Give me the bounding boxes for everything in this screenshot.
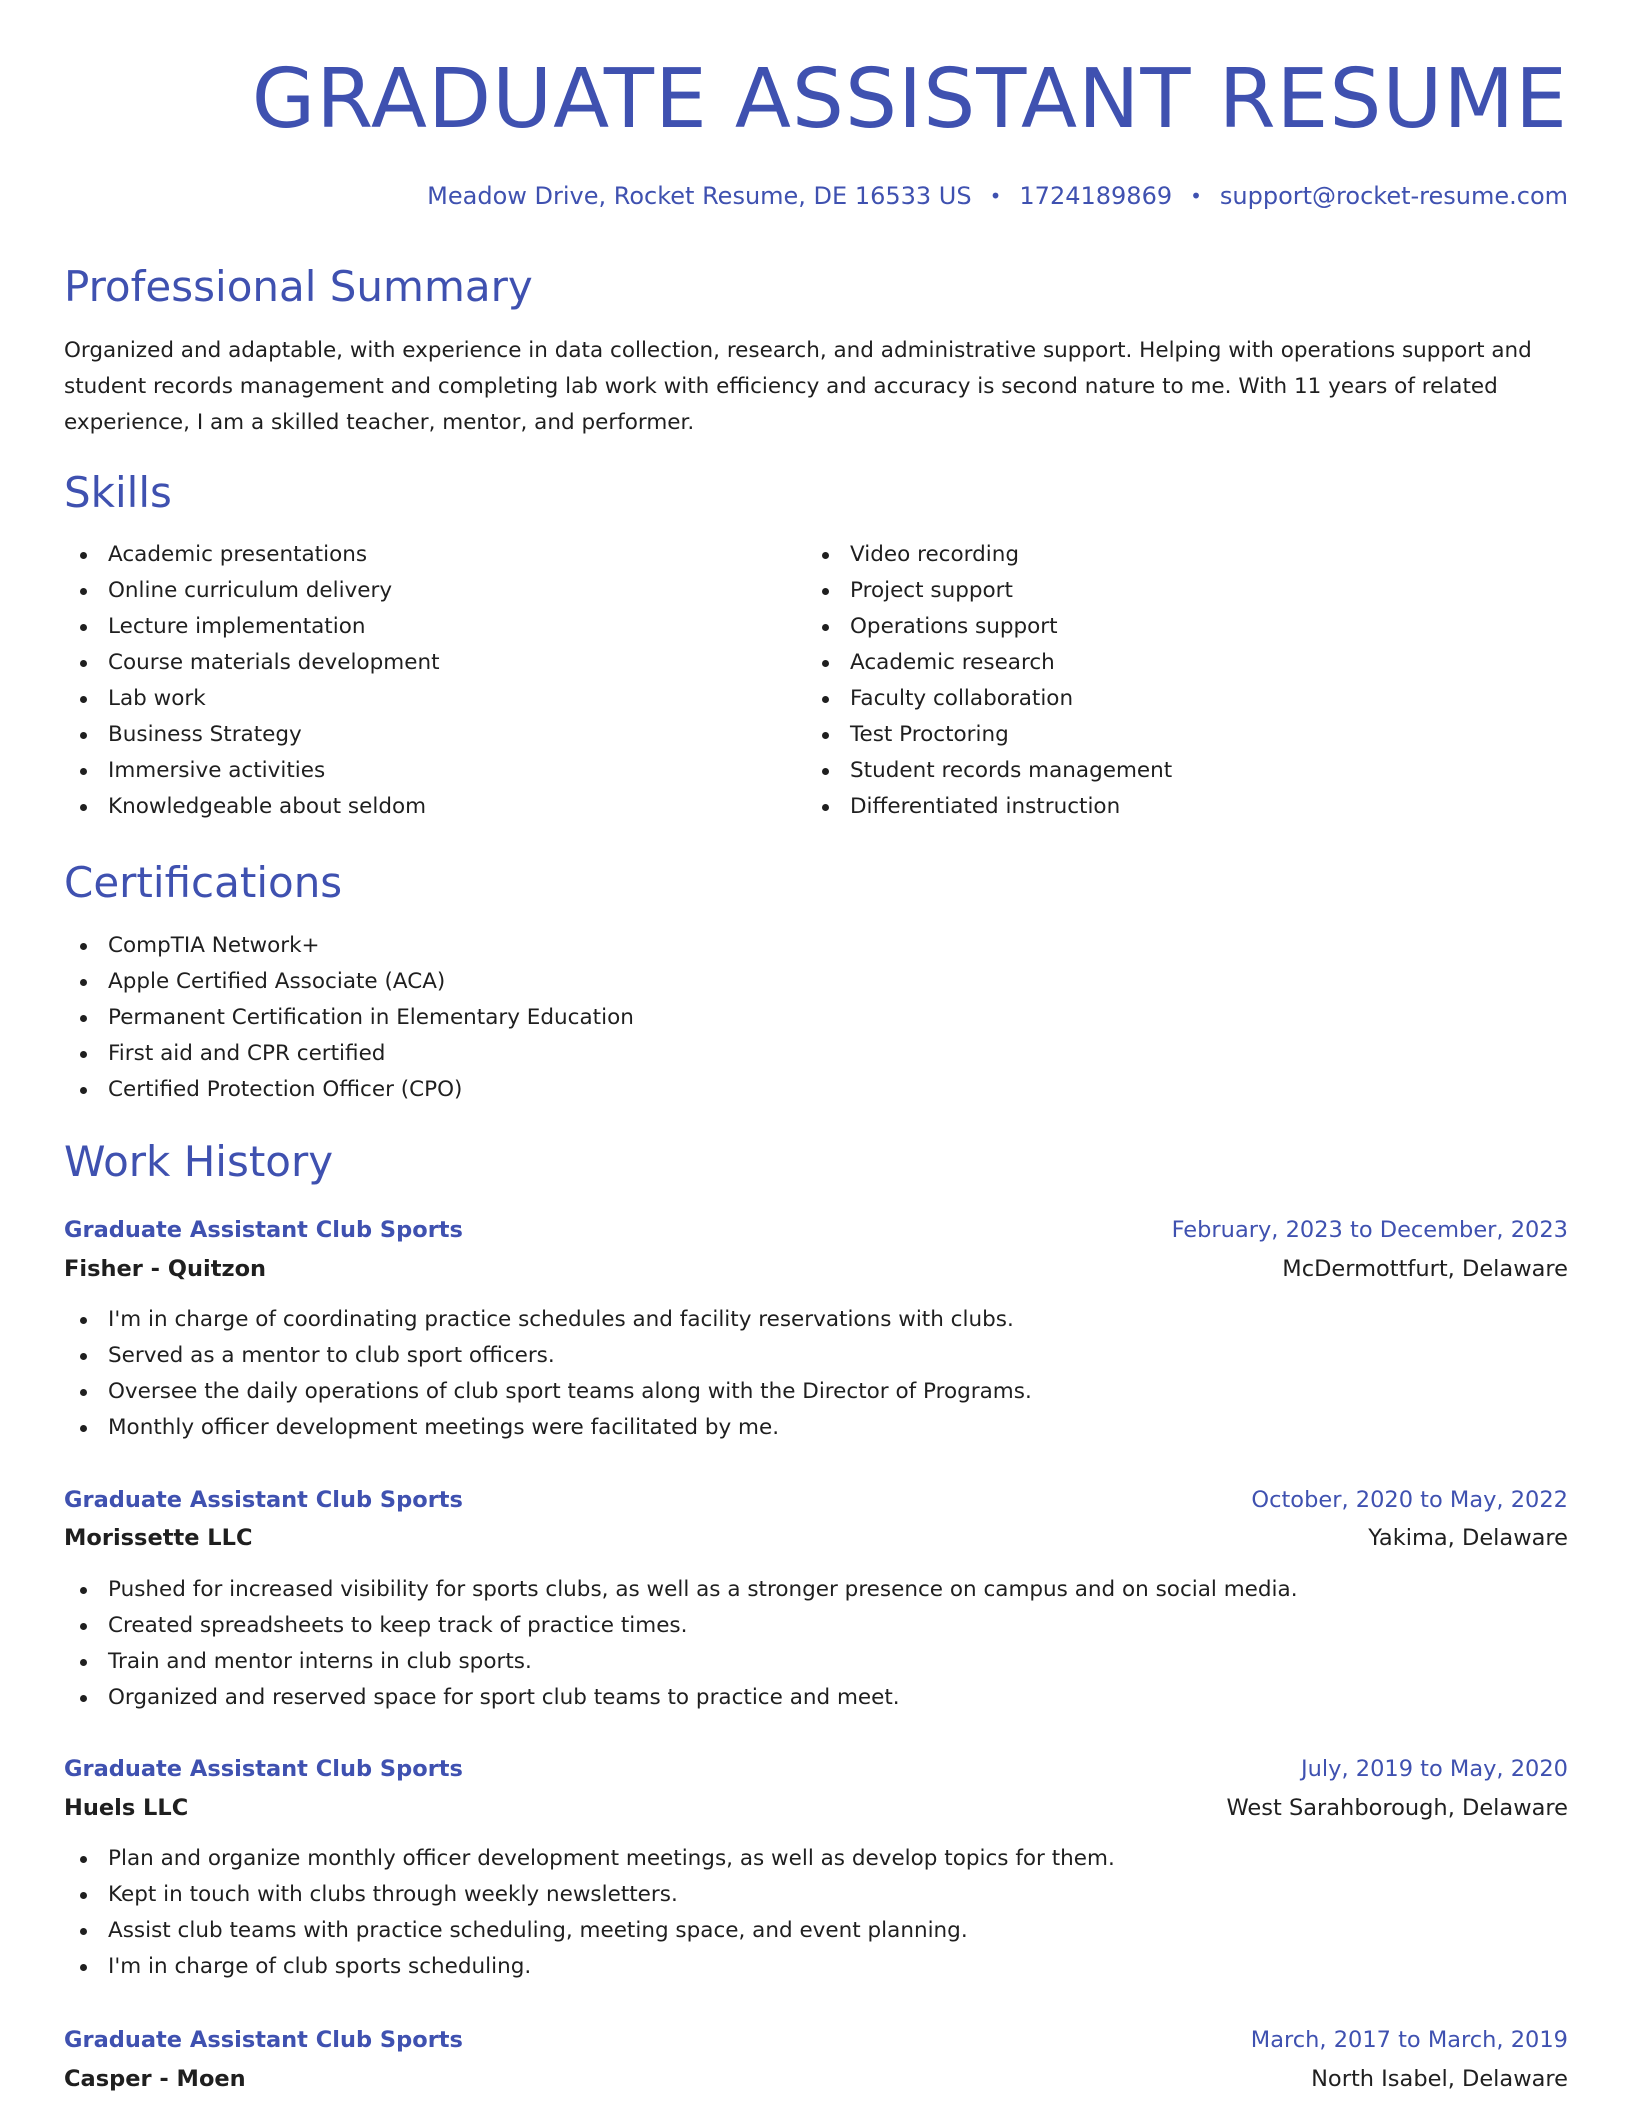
bullet-icon (80, 1892, 87, 1899)
bullet-icon (80, 624, 87, 631)
skill-item: Video recording (806, 537, 1506, 573)
bullet-icon (80, 768, 87, 775)
bullet-icon (80, 1928, 87, 1935)
job-dates: July, 2019 to May, 2020 (1300, 1756, 1568, 1782)
bullet-icon (80, 660, 87, 667)
job-dates: March, 2017 to March, 2019 (1250, 2027, 1568, 2053)
bullet-icon (822, 552, 829, 559)
bullet-icon (822, 768, 829, 775)
contact-line (427, 180, 1568, 212)
certification-item: Certified Protection Officer (CPO) (64, 1072, 1064, 1108)
job-company: Huels LLC (64, 1795, 189, 1821)
bullet-icon (80, 732, 87, 739)
skills-list-left (64, 537, 764, 825)
bullet-icon (80, 1587, 87, 1594)
bullet-icon (80, 1659, 87, 1666)
job-bullet: Pushed for increased visibility for sports clubs, as well as a stronger presence on campus and on social media. (64, 1572, 1564, 1608)
skill-item: Business Strategy (64, 717, 764, 753)
certifications-list (64, 928, 1064, 1108)
skill-item: Knowledgeable about seldom (64, 789, 764, 825)
job-bullet: I'm in charge of club sports scheduling. (64, 1949, 1564, 1985)
skill-item: Immersive activities (64, 753, 764, 789)
bullet-icon (822, 588, 829, 595)
skill-item: Lecture implementation (64, 609, 764, 645)
job-bullet: Train and mentor interns in club sports. (64, 1644, 1564, 1680)
bullet-icon (80, 1623, 87, 1630)
job-bullet: Plan and organize monthly officer development meetings, as well as develop topics for them. (64, 1841, 1564, 1877)
job-bullet: Organized and reserved space for sport club teams to practice and meet. (64, 1680, 1564, 1716)
skill-item: Online curriculum delivery (64, 573, 764, 609)
job-company: Casper - Moen (64, 2066, 246, 2092)
bullet-icon (822, 732, 829, 739)
contact-separator: • (989, 184, 1002, 208)
skill-item: Lab work (64, 681, 764, 717)
job-title: Graduate Assistant Club Sports (64, 1217, 463, 1243)
skills-list-right (806, 537, 1506, 825)
job-location: North Isabel, Delaware (1311, 2066, 1568, 2092)
skill-item: Course materials development (64, 645, 764, 681)
job-bullets (64, 1302, 1564, 1446)
bullet-icon (80, 1015, 87, 1022)
skill-item: Test Proctoring (806, 717, 1506, 753)
job-bullet: Served as a mentor to club sport officers. (64, 1338, 1564, 1374)
bullet-icon (822, 696, 829, 703)
work-history-heading: Work History (64, 1137, 334, 1186)
job-location: McDermottfurt, Delaware (1282, 1256, 1568, 1282)
resume-title: GRADUATE ASSISTANT RESUME (251, 52, 1568, 147)
bullet-icon (80, 1964, 87, 1971)
skill-item: Operations support (806, 609, 1506, 645)
job-bullets (64, 1841, 1564, 1985)
bullet-icon (80, 1856, 87, 1863)
skill-item: Differentiated instruction (806, 789, 1506, 825)
certification-item: First aid and CPR certified (64, 1036, 1064, 1072)
bullet-icon (80, 1051, 87, 1058)
skill-item: Student records management (806, 753, 1506, 789)
bullet-icon (822, 624, 829, 631)
job-bullet: Monthly officer development meetings were facilitated by me. (64, 1410, 1564, 1446)
bullet-icon (80, 1389, 87, 1396)
job-dates: February, 2023 to December, 2023 (1171, 1217, 1568, 1243)
job-title: Graduate Assistant Club Sports (64, 1756, 463, 1782)
bullet-icon (822, 804, 829, 811)
bullet-icon (80, 1425, 87, 1432)
skills-heading: Skills (64, 468, 172, 517)
job-company: Morissette LLC (64, 1525, 253, 1551)
skill-item: Faculty collaboration (806, 681, 1506, 717)
bullet-icon (80, 1087, 87, 1094)
certification-item: Apple Certified Associate (ACA) (64, 964, 1064, 1000)
bullet-icon (80, 979, 87, 986)
job-dates: October, 2020 to May, 2022 (1251, 1487, 1568, 1513)
certification-item: CompTIA Network+ (64, 928, 1064, 964)
bullet-icon (80, 1695, 87, 1702)
bullet-icon (80, 804, 87, 811)
contact-address: Meadow Drive, Rocket Resume, DE 16533 US (427, 182, 972, 210)
bullet-icon (80, 943, 87, 950)
summary-heading: Professional Summary (64, 262, 533, 311)
job-bullets (64, 1572, 1564, 1716)
skill-item: Project support (806, 573, 1506, 609)
bullet-icon (822, 660, 829, 667)
job-title: Graduate Assistant Club Sports (64, 2027, 463, 2053)
bullet-icon (80, 552, 87, 559)
job-location: Yakima, Delaware (1368, 1525, 1568, 1551)
certification-item: Permanent Certification in Elementary Education (64, 1000, 1064, 1036)
bullet-icon (80, 696, 87, 703)
job-company: Fisher - Quitzon (64, 1256, 267, 1282)
contact-separator: • (1190, 184, 1202, 208)
bullet-icon (80, 588, 87, 595)
bullet-icon (80, 1353, 87, 1360)
contact-phone: 1724189869 (1019, 182, 1173, 210)
contact-email: support@rocket-resume.com (1219, 182, 1568, 210)
skill-item: Academic presentations (64, 537, 764, 573)
job-bullet: Created spreadsheets to keep track of practice times. (64, 1608, 1564, 1644)
bullet-icon (80, 1317, 87, 1324)
skill-item: Academic research (806, 645, 1506, 681)
job-bullet: Oversee the daily operations of club sport teams along with the Director of Programs. (64, 1374, 1564, 1410)
job-bullet: I'm in charge of coordinating practice schedules and facility reservations with clubs. (64, 1302, 1564, 1338)
job-title: Graduate Assistant Club Sports (64, 1487, 463, 1513)
certifications-heading: Certifications (64, 858, 343, 907)
job-bullet: Assist club teams with practice scheduling, meeting space, and event planning. (64, 1913, 1564, 1949)
job-location: West Sarahborough, Delaware (1226, 1795, 1568, 1821)
summary-text: Organized and adaptable, with experience in data collection, research, and administrative support. Helping with operations support and student records management and completing lab work with efficiency and accuracy is second nature to me. With 11 years of related experience, I am a skilled teacher, mentor, and performer. (64, 338, 1532, 435)
job-bullet: Kept in touch with clubs through weekly newsletters. (64, 1877, 1564, 1913)
